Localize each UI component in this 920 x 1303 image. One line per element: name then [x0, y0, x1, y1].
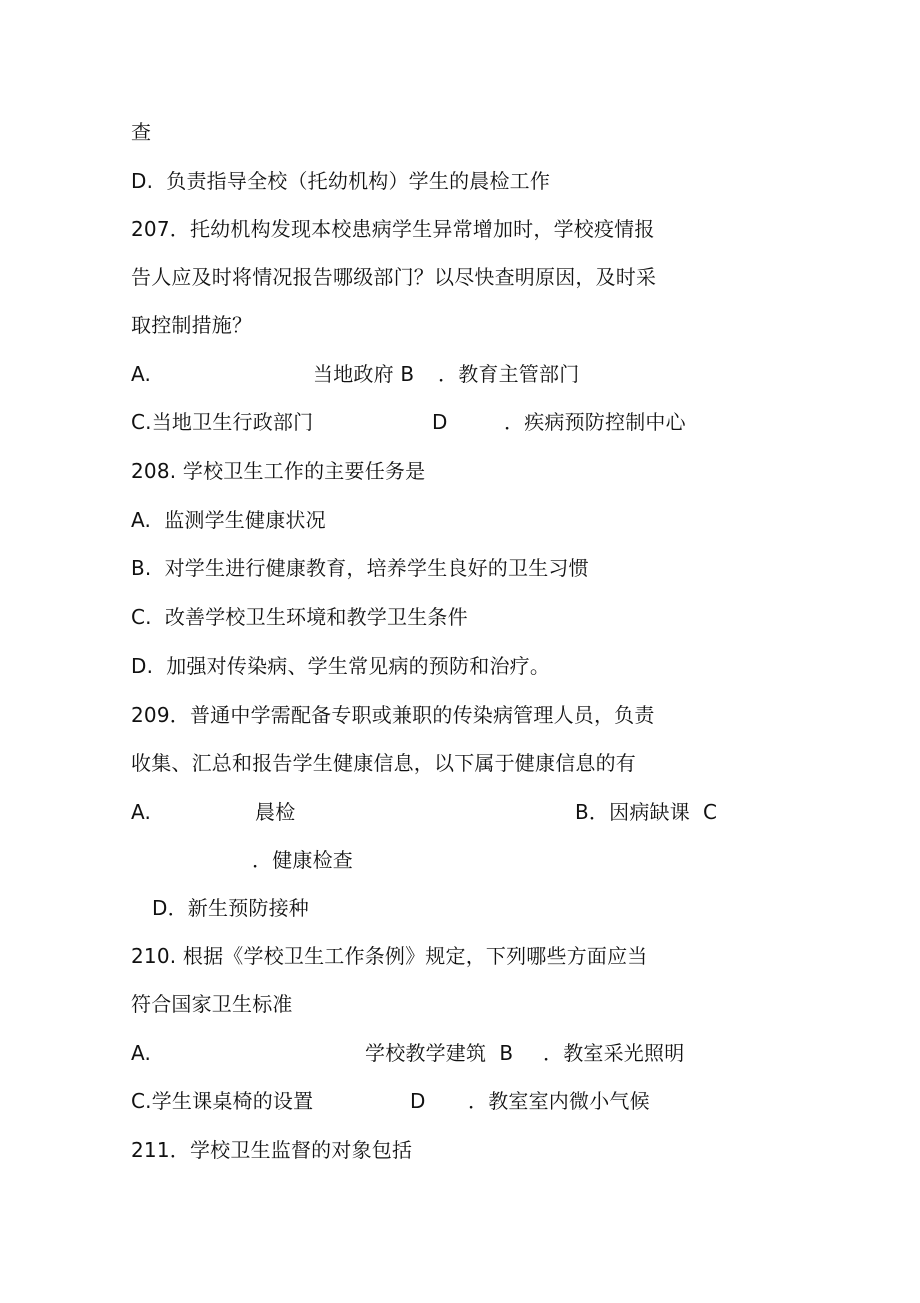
q209-option-c-text: ．健康检查	[252, 848, 353, 872]
q209-option-b-c: B．因病缺课 C	[575, 800, 718, 824]
continuation-text: 查	[131, 120, 152, 144]
q208-stem-line1: 208. 学校卫生工作的主要任务是	[131, 459, 426, 483]
q207-option-d-label: D	[432, 410, 448, 434]
q210-option-b-text: ．教室采光照明	[543, 1041, 685, 1065]
q209-option-a-label: A.	[131, 800, 152, 824]
q210-stem-line1: 210. 根据《学校卫生工作条例》规定，下列哪些方面应当	[131, 944, 648, 968]
q210-option-c: C.学生课桌椅的设置	[131, 1089, 314, 1113]
q208-option-a: A. 监测学生健康状况	[131, 508, 326, 532]
q209-option-a-text: 晨检	[255, 800, 296, 824]
q210-option-d-label: D	[410, 1089, 426, 1113]
q208-option-b: B. 对学生进行健康教育，培养学生良好的卫生习惯	[131, 556, 589, 580]
q208-option-d: D. 加强对传染病、学生常见病的预防和治疗。	[131, 654, 551, 678]
q207-option-c: C.当地卫生行政部门	[131, 410, 314, 434]
q209-stem-line2: 收集、汇总和报告学生健康信息，以下属于健康信息的有	[131, 751, 636, 775]
q210-option-d-text: ．教室室内微小气候	[468, 1089, 650, 1113]
q207-stem-line3: 取控制措施？	[131, 313, 253, 337]
q207-option-d-text: ．疾病预防控制中心	[504, 410, 686, 434]
q207-stem-line2: 告人应及时将情况报告哪级部门？以尽快查明原因，及时采	[131, 265, 657, 289]
q209-stem-line1: 209．普通中学需配备专职或兼职的传染病管理人员，负责	[131, 703, 655, 727]
q210-stem-line2: 符合国家卫生标准	[131, 992, 293, 1016]
q207-stem-line1: 207．托幼机构发现本校患病学生异常增加时，学校疫情报	[131, 217, 655, 241]
q209-option-d: D．新生预防接种	[152, 896, 310, 920]
q207-option-b-text: ．教育主管部门	[438, 362, 580, 386]
prev-option-d: D. 负责指导全校（托幼机构）学生的晨检工作	[131, 169, 551, 193]
q207-option-a-text: 当地政府 B	[313, 362, 415, 386]
q208-option-c: C. 改善学校卫生环境和教学卫生条件	[131, 605, 468, 629]
q211-stem-line1: 211．学校卫生监督的对象包括	[131, 1138, 413, 1162]
q210-option-a-text: 学校教学建筑 B	[365, 1041, 514, 1065]
q210-option-a-label: A.	[131, 1041, 152, 1065]
q207-option-a-label: A.	[131, 362, 152, 386]
